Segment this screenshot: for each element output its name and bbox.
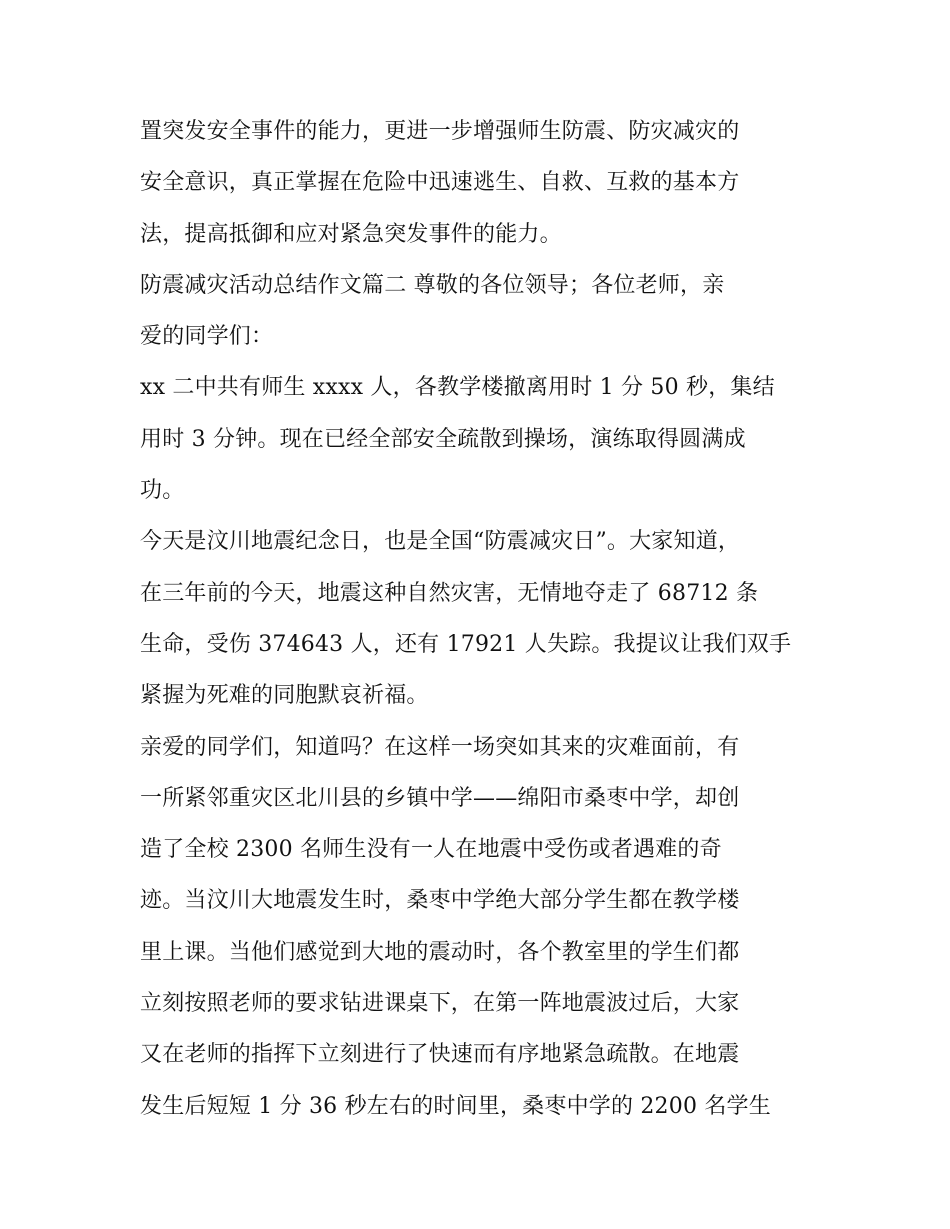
text-line: 迹。当汶川大地震发生时，桑枣中学绝大部分学生都在教学楼: [140, 888, 740, 914]
text-line: 在三年前的今天，地震这种自然灾害，无情地夺走了 68712 条: [140, 580, 759, 606]
text-line: 又在老师的指挥下立刻进行了快速而有序地紧急疏散。在地震: [140, 1042, 740, 1068]
document-body: [140, 106, 816, 1132]
text-line: 置突发安全事件的能力，更进一步增强师生防震、防灾减灾的: [140, 119, 740, 144]
text-line: 紧握为死难的同胞默哀祈福。: [140, 683, 429, 709]
text-line: 发生后短短 1 分 36 秒左右的时间里，桑枣中学的 2200 名学生: [140, 1093, 771, 1119]
text-line: 安全意识，真正掌握在危险中迅速逃生、自救、互救的基本方: [140, 170, 740, 196]
text-line: 法，提高抵御和应对紧急突发事件的能力。: [140, 221, 562, 247]
text-line: 立刻按照老师的要求钻进课桌下，在第一阵地震波过后，大家: [140, 991, 740, 1017]
text-line: 爱的同学们：: [140, 324, 274, 350]
text-line: 生命，受伤 374643 人，还有 17921 人失踪。我提议让我们双手: [140, 631, 792, 657]
text-line: 造了全校 2300 名师生没有一人在地震中受伤或者遇难的奇: [140, 837, 722, 863]
text-line: 里上课。当他们感觉到大地的震动时，各个教室里的学生们都: [140, 939, 740, 965]
text-line: xx 二中共有师生 xxxx 人，各教学楼撤离用时 1 分 50 秒，集结: [140, 375, 775, 401]
text-line: 功。: [140, 478, 185, 504]
text-line: 用时 3 分钟。现在已经全部安全疏散到操场，演练取得圆满成: [140, 426, 746, 452]
text-line: 今天是汶川地震纪念日，也是全国“防震减灾日”。大家知道，: [140, 529, 741, 555]
text-line: 防震减灾活动总结作文篇二 尊敬的各位领导；各位老师，亲: [140, 272, 725, 298]
text-line: 亲爱的同学们，知道吗？在这样一场突如其来的灾难面前，有: [140, 734, 740, 760]
text-line: 一所紧邻重灾区北川县的乡镇中学——绵阳市桑枣中学，却创: [140, 785, 740, 811]
